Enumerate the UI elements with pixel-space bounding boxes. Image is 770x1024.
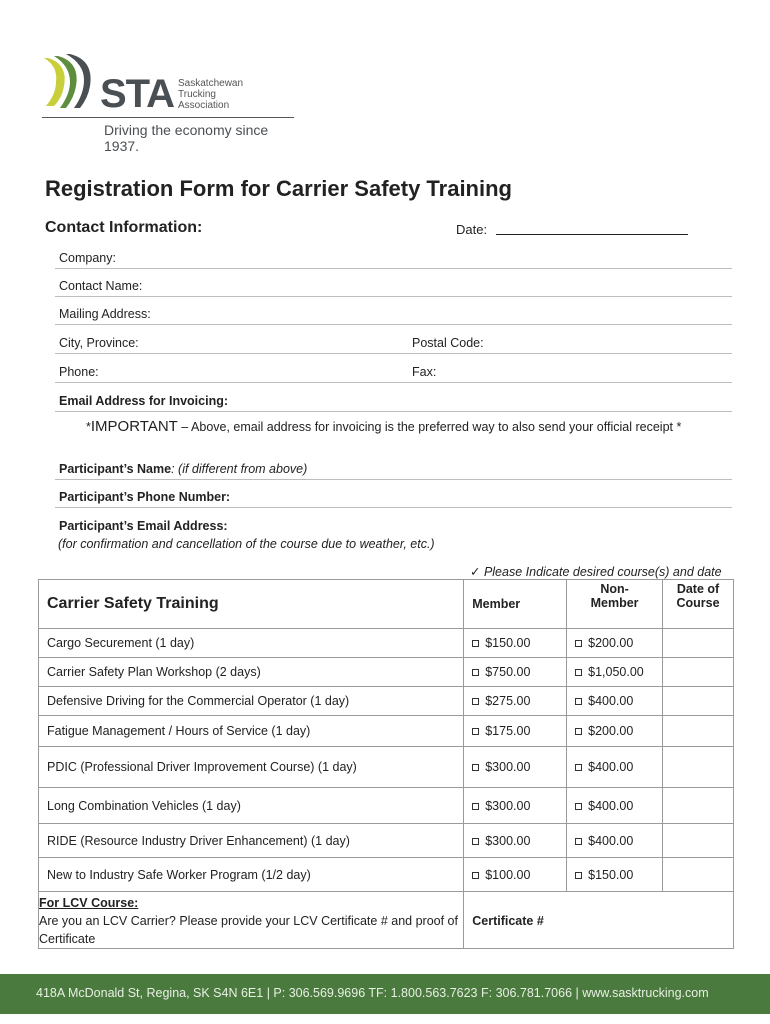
course-date-cell[interactable] xyxy=(663,858,734,892)
course-date-cell[interactable] xyxy=(663,824,734,858)
header-date: Date of Course xyxy=(663,580,734,629)
participant-email-label: Participant’s Email Address: xyxy=(59,519,228,533)
contact-name-label: Contact Name: xyxy=(59,279,143,293)
table-row xyxy=(39,747,734,788)
course-name: Fatigue Management / Hours of Service (1 day) xyxy=(39,716,464,747)
checkbox[interactable] xyxy=(575,838,582,845)
contact-name-field[interactable] xyxy=(55,273,732,297)
table-row xyxy=(39,858,734,892)
footer-bar xyxy=(0,974,770,1014)
nonmember-price-option[interactable]: $150.00 xyxy=(567,858,663,892)
course-name: RIDE (Resource Industry Driver Enhancement) (1 day) xyxy=(39,824,464,858)
logo-organization-name: Saskatchewan Trucking Association xyxy=(178,78,244,111)
course-date-cell[interactable] xyxy=(663,716,734,747)
checkbox[interactable] xyxy=(575,640,582,647)
table-row xyxy=(39,716,734,747)
checkbox[interactable] xyxy=(472,838,479,845)
checkbox[interactable] xyxy=(575,803,582,810)
member-price-option[interactable]: $275.00 xyxy=(464,687,567,716)
checkbox[interactable] xyxy=(472,698,479,705)
date-label: Date: xyxy=(456,222,488,237)
nonmember-price-option[interactable]: $400.00 xyxy=(567,747,663,788)
company-label: Company: xyxy=(59,251,116,265)
member-price-option[interactable]: $300.00 xyxy=(464,788,567,824)
course-name: New to Industry Safe Worker Program (1/2 day) xyxy=(39,858,464,892)
course-date-cell[interactable] xyxy=(663,629,734,658)
checkbox[interactable] xyxy=(472,640,479,647)
certificate-label: Certificate # xyxy=(472,914,544,928)
form-title: Registration Form for Carrier Safety Training xyxy=(45,176,512,201)
checkbox[interactable] xyxy=(575,669,582,676)
header-course: Carrier Safety Training xyxy=(39,580,464,629)
mailing-address-label: Mailing Address: xyxy=(59,307,151,321)
city-postal-row[interactable] xyxy=(55,330,732,354)
member-price-option[interactable]: $175.00 xyxy=(464,716,567,747)
indicate-courses-note: ✓ Please Indicate desired course(s) and date xyxy=(470,565,722,579)
member-price-option[interactable]: $750.00 xyxy=(464,658,567,687)
phone-label: Phone: xyxy=(59,365,99,379)
course-name: Cargo Securement (1 day) xyxy=(39,629,464,658)
checkbox[interactable] xyxy=(575,872,582,879)
checkbox[interactable] xyxy=(472,669,479,676)
nonmember-price-option[interactable]: $200.00 xyxy=(567,716,663,747)
invoice-email-label: Email Address for Invoicing: xyxy=(59,394,229,408)
postal-code-label: Postal Code: xyxy=(412,336,484,350)
lcv-row xyxy=(39,892,734,949)
important-word: IMPORTANT xyxy=(90,418,178,435)
participant-name-field[interactable] xyxy=(55,456,732,480)
table-row xyxy=(39,658,734,687)
nonmember-price-option[interactable]: $400.00 xyxy=(567,788,663,824)
table-row xyxy=(39,788,734,824)
nonmember-price-option[interactable]: $400.00 xyxy=(567,824,663,858)
company-field[interactable] xyxy=(55,245,732,269)
course-name: Carrier Safety Plan Workshop (2 days) xyxy=(39,658,464,687)
participant-name-label: Participant’s Name xyxy=(59,462,172,476)
logo-divider xyxy=(42,117,294,118)
lcv-certificate-field[interactable] xyxy=(464,892,734,949)
logo-tagline: Driving the economy since 1937. xyxy=(104,122,269,154)
contact-info-heading: Contact Information: xyxy=(45,219,203,236)
course-name: Defensive Driving for the Commercial Operator (1 day) xyxy=(39,687,464,716)
participant-email-field[interactable] xyxy=(55,513,732,537)
phone-fax-row[interactable] xyxy=(55,359,732,383)
lcv-text: Are you an LCV Carrier? Please provide your LCV Certificate # and proof of Certificate xyxy=(39,914,458,946)
checkbox[interactable] xyxy=(472,764,479,771)
table-row xyxy=(39,629,734,658)
date-field[interactable] xyxy=(496,234,688,235)
table-row xyxy=(39,687,734,716)
member-price-option[interactable]: $150.00 xyxy=(464,629,567,658)
checkbox[interactable] xyxy=(575,764,582,771)
checkbox[interactable] xyxy=(575,698,582,705)
participant-phone-label: Participant’s Phone Number: xyxy=(59,490,231,504)
fax-label: Fax: xyxy=(412,365,437,379)
footer-contact-info: 418A McDonald St, Regina, SK S4N 6E1 | P: 306.569.9696 TF: 1.800.563.7623 F: 306.781.7066 | www.sasktrucking.com xyxy=(36,986,709,1000)
nonmember-price-option[interactable]: $400.00 xyxy=(567,687,663,716)
participant-phone-field[interactable] xyxy=(55,484,732,508)
road-swoosh-icon xyxy=(42,50,102,110)
city-province-label: City, Province: xyxy=(59,336,139,350)
header-nonmember: Non- Member xyxy=(567,580,663,629)
course-name: PDIC (Professional Driver Improvement Course) (1 day) xyxy=(39,747,464,788)
checkbox[interactable] xyxy=(472,872,479,879)
confirmation-note: (for confirmation and cancellation of the course due to weather, etc.) xyxy=(58,537,435,551)
checkbox[interactable] xyxy=(472,803,479,810)
checkbox[interactable] xyxy=(575,728,582,735)
member-price-option[interactable]: $100.00 xyxy=(464,858,567,892)
mailing-address-field[interactable] xyxy=(55,301,732,325)
course-date-cell[interactable] xyxy=(663,747,734,788)
member-price-option[interactable]: $300.00 xyxy=(464,824,567,858)
course-date-cell[interactable] xyxy=(663,687,734,716)
courses-table xyxy=(38,579,734,949)
participant-name-note: : (if different from above) xyxy=(171,462,308,476)
nonmember-price-option[interactable]: $1,050.00 xyxy=(567,658,663,687)
sta-logo xyxy=(42,50,302,154)
nonmember-price-option[interactable]: $200.00 xyxy=(567,629,663,658)
member-price-option[interactable]: $300.00 xyxy=(464,747,567,788)
table-row xyxy=(39,824,734,858)
header-member: Member xyxy=(464,580,567,629)
table-header-row xyxy=(39,580,734,629)
lcv-heading: For LCV Course: xyxy=(39,896,139,910)
course-date-cell[interactable] xyxy=(663,658,734,687)
course-date-cell[interactable] xyxy=(663,788,734,824)
checkbox[interactable] xyxy=(472,728,479,735)
invoice-email-field[interactable] xyxy=(55,388,732,412)
course-name: Long Combination Vehicles (1 day) xyxy=(39,788,464,824)
important-notice: *IMPORTANT – Above, email address for invoicing is the preferred way to also send your official receipt * xyxy=(86,418,682,435)
lcv-info xyxy=(39,892,464,949)
logo-abbreviation: STA xyxy=(100,72,175,116)
